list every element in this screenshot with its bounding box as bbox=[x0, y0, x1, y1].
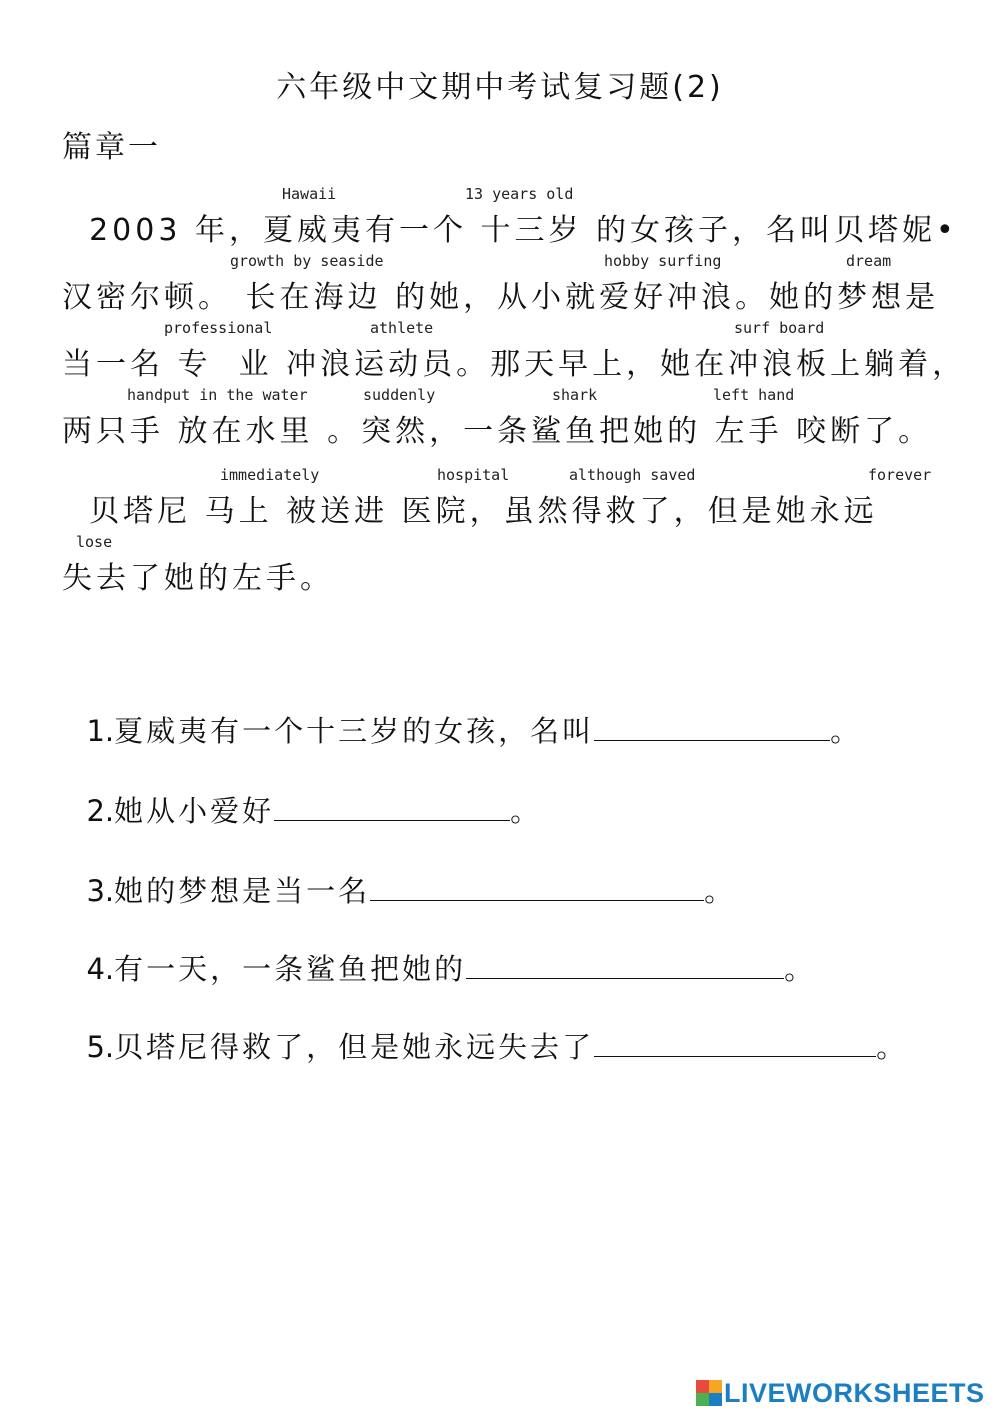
question-number: 2. bbox=[86, 794, 115, 828]
annotation-hobby-surfing: hobby surfing bbox=[604, 252, 722, 270]
passage-line-2: 汉密尔顿。 长在海边 的她，从小就爱好冲浪。她的梦想是 bbox=[62, 280, 940, 315]
answer-blank-1[interactable] bbox=[594, 716, 830, 741]
liveworksheets-logo[interactable] bbox=[696, 1378, 985, 1408]
question-text: 她从小爱好 bbox=[114, 794, 275, 828]
question-2 bbox=[62, 755, 542, 830]
annotation-shark: shark bbox=[552, 386, 598, 404]
logo-squares-icon bbox=[696, 1380, 722, 1406]
passage-line-4: 两只手 放在水里 。突然，一条鲨鱼把她的 左手 咬断了。 bbox=[62, 414, 933, 449]
question-3 bbox=[62, 835, 736, 910]
annotation-surf-board: surf board bbox=[734, 319, 825, 337]
annotation-forever: forever bbox=[868, 466, 932, 484]
worksheet-title: 六年级中文期中考试复习题(2) bbox=[276, 70, 724, 105]
question-end: 。 bbox=[510, 794, 543, 828]
section-heading: 篇章一 bbox=[62, 130, 161, 165]
annotation-left-hand: left hand bbox=[713, 386, 795, 404]
annotation-hawaii: Hawaii bbox=[282, 185, 337, 203]
passage-line-5: 贝塔尼 马上 被送进 医院，虽然得救了，但是她永远 bbox=[62, 494, 878, 529]
annotation-dream: dream bbox=[846, 252, 892, 270]
question-text: 她的梦想是当一名 bbox=[114, 874, 371, 908]
question-number: 3. bbox=[86, 874, 115, 908]
question-text: 贝塔尼得救了，但是她永远失去了 bbox=[114, 1030, 595, 1064]
passage-line-1: 2003 年，夏威夷有一个 十三岁 的女孩子，名叫贝塔妮• bbox=[62, 213, 958, 248]
question-end: 。 bbox=[704, 874, 737, 908]
question-number: 1. bbox=[86, 714, 115, 748]
answer-blank-2[interactable] bbox=[274, 796, 510, 821]
question-5 bbox=[62, 991, 908, 1066]
answer-blank-4[interactable] bbox=[466, 954, 784, 979]
question-end: 。 bbox=[876, 1030, 909, 1064]
annotation-growth-by-seaside: growth by seaside bbox=[230, 252, 384, 270]
annotation-athlete: athlete bbox=[370, 319, 434, 337]
answer-blank-5[interactable] bbox=[594, 1032, 876, 1057]
annotation-although-saved: although saved bbox=[569, 466, 696, 484]
annotation-13-years-old: 13 years old bbox=[465, 185, 574, 203]
passage-line-6: 失去了她的左手。 bbox=[62, 561, 334, 596]
annotation-hospital: hospital bbox=[437, 466, 510, 484]
question-text: 夏威夷有一个十三岁的女孩，名叫 bbox=[114, 714, 595, 748]
annotation-professional: professional bbox=[164, 319, 273, 337]
answer-blank-3[interactable] bbox=[370, 876, 704, 901]
annotation-lose: lose bbox=[76, 533, 113, 551]
question-text: 有一天，一条鲨鱼把她的 bbox=[114, 952, 467, 986]
question-number: 5. bbox=[86, 1030, 115, 1064]
passage-line-3: 当一名 专 业 冲浪运动员。那天早上，她在冲浪板上躺着， bbox=[62, 347, 967, 382]
annotation-immediately: immediately bbox=[220, 466, 320, 484]
brand-name: LIVEWORKSHEETS bbox=[724, 1377, 985, 1408]
question-end: 。 bbox=[784, 952, 817, 986]
question-number: 4. bbox=[86, 952, 115, 986]
question-1 bbox=[62, 675, 862, 750]
question-end: 。 bbox=[830, 714, 863, 748]
annotation-suddenly: suddenly bbox=[363, 386, 436, 404]
annotation-handput: handput in the water bbox=[127, 386, 308, 404]
question-4 bbox=[62, 913, 816, 988]
